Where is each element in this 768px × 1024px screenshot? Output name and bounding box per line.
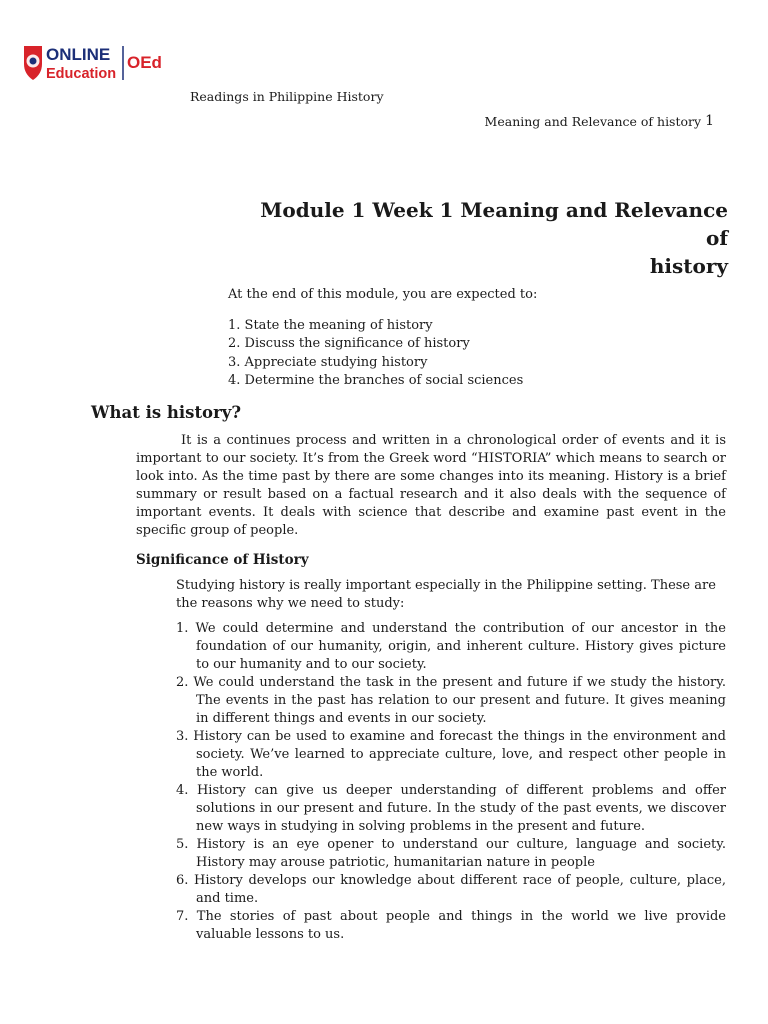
list-item: 6. History develops our knowledge about different race of people, culture, place, and time. xyxy=(176,873,726,906)
list-item: 3. History can be used to examine and forecast the things in the environment and society. We’ve learned to appreciate culture, love, and respect other people in the world. xyxy=(176,729,726,780)
significance-list xyxy=(176,620,726,944)
online-education-logo xyxy=(20,40,180,86)
logo-mark: OEd xyxy=(127,53,162,72)
learning-objectives xyxy=(228,286,537,391)
list-item: 4. History can give us deeper understanding of different problems and offer solutions in our present and future. In the study of the past events, we discover new ways in studying in solving problems in the present and future. xyxy=(176,783,726,834)
page-number: 1 xyxy=(705,113,714,129)
list-item: 1. We could determine and understand the contribution of our ancestor in the foundation of our humanity, origin, and inherent culture. History gives picture to our humanity and to our society. xyxy=(176,621,726,672)
significance-intro: Studying history is really important especially in the Philippine setting. These are the reasons why we need to study: xyxy=(176,578,716,611)
logo-line2: Education xyxy=(46,66,117,82)
module-title xyxy=(260,196,728,280)
running-title: Meaning and Relevance of history xyxy=(484,114,702,129)
list-item: 2. We could understand the task in the present and future if we study the history. The events in the past has relation to our present and future. It gives meaning in different things and events in our society. xyxy=(176,675,726,726)
running-header xyxy=(485,113,714,129)
logo-graphic xyxy=(20,40,180,86)
significance-heading: Significance of History xyxy=(136,552,309,568)
section-heading: What is history? xyxy=(91,403,242,422)
objectives-intro: At the end of this module, you are expected to: xyxy=(228,287,538,302)
list-item: 7. The stories of past about people and things in the world we live provide valuable lessons to us. xyxy=(176,909,726,942)
objective-item: 2. Discuss the significance of history xyxy=(228,336,470,351)
module-title-line2: history xyxy=(649,254,728,278)
list-item: 5. History is an eye opener to understand our culture, language and society. History may arouse patriotic, humanitarian nature in people xyxy=(176,837,726,870)
objectives-list xyxy=(228,317,537,391)
module-title-line1: Module 1 Week 1 Meaning and Relevance of xyxy=(260,198,728,250)
objective-item: 1. State the meaning of history xyxy=(228,317,433,333)
logo-line1: ONLINE xyxy=(46,45,111,64)
history-definition-paragraph: It is a continues process and written in a chronological order of events and it is important to our society. It’s from the Greek word “HISTORIA” which means to search or look into. As the time past by there are some changes into its meaning. History is a brief summary or result based on a factual research and it also deals with the sequence of important events. It deals with science that describe and examine past event in the specific group of people. xyxy=(136,433,726,538)
course-header: Readings in Philippine History xyxy=(190,89,384,104)
objective-item: 4. Determine the branches of social sciences xyxy=(228,373,524,388)
objective-item: 3. Appreciate studying history xyxy=(228,354,428,370)
